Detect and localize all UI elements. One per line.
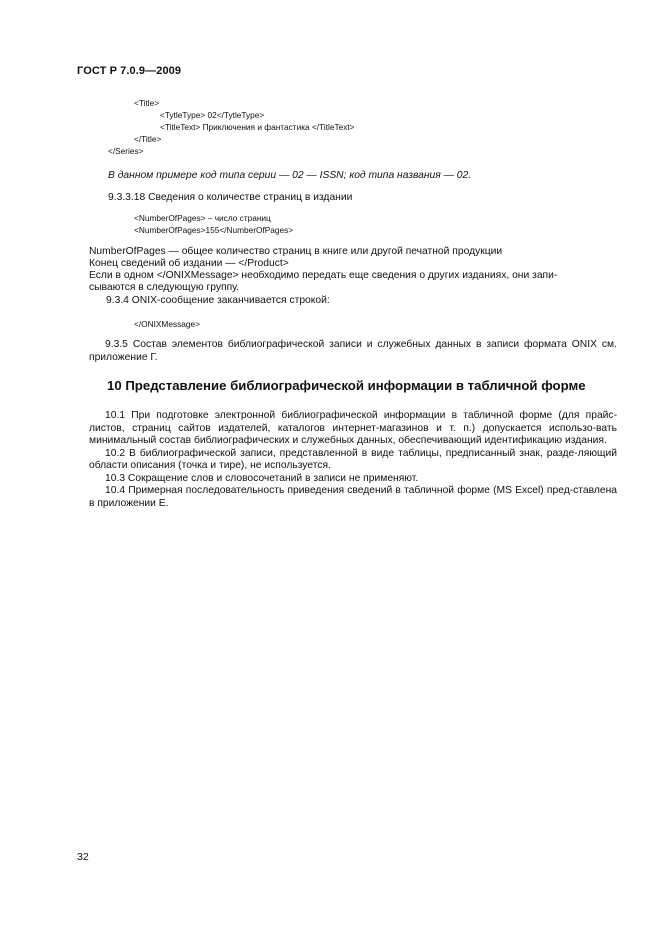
section-10-body bbox=[89, 410, 617, 510]
numberofpages-explanation: NumberOfPages — общее количество страниц в книге или другой печатной продукции bbox=[89, 246, 503, 257]
paragraph-10-2: 10.2 В библиографической записи, представленной в виде таблицы, предписанный знак, разде-ляющий области описания (точка и тире), не используется. bbox=[89, 447, 617, 471]
item-9-3-4: 9.3.4 ONIX-сообщение заканчивается строкой: bbox=[106, 295, 330, 306]
code-line-tytletype: <TytleType> 02</TytleType> bbox=[160, 110, 265, 120]
paragraph-10-1: 10.1 При подготовке электронной библиографической информации в табличной форме (для прайс-листов, страниц сайтов издателей, каталогов интернет-магазинов и т. п.) допускается использо-вать минимальный состав библиографических и служебных данных, обеспечивающий идентификацию издания. bbox=[89, 410, 617, 446]
product-end-note: Конец сведений об издании — </Product> bbox=[89, 258, 289, 269]
paragraph-10-3: 10.3 Сокращение слов и словосочетаний в записи не применяют. bbox=[105, 472, 419, 484]
onix-multiple-note-line-1: Если в одном </ONIXMessage> необходимо передать еще сведения о других изданиях, они запи- bbox=[89, 270, 558, 281]
section-10-heading: 10 Представление библиографической информации в табличной форме bbox=[107, 378, 586, 393]
code-line-onixmessage-close: </ONIXMessage> bbox=[134, 319, 200, 329]
item-9-3-5 bbox=[89, 339, 617, 364]
page-number: 32 bbox=[77, 851, 89, 863]
paragraph-10-4: 10.4 Примерная последовательность приведения сведений в табличной форме (MS Excel) пред-ставлена в приложении Е. bbox=[89, 485, 617, 509]
code-line-numberofpages-value: <NumberOfPages>155</NumberOfPages> bbox=[134, 225, 294, 235]
code-line-title-open: <Title> bbox=[134, 98, 160, 108]
item-9-3-5-text: 9.3.5 Состав элементов библиографической записи и служебных данных в записи формата ONIX см. приложение Г. bbox=[89, 339, 617, 363]
code-line-series-close: </Series> bbox=[108, 146, 144, 156]
code-line-titletext: <TitleText> Приключения и фантастика </TitleText> bbox=[160, 122, 355, 132]
item-9-3-3-18: 9.3.3.18 Сведения о количестве страниц в издании bbox=[108, 192, 353, 203]
page-header-standard-title: ГОСТ Р 7.0.9—2009 bbox=[77, 65, 182, 77]
onix-multiple-note-line-2: сываются в следующую группу. bbox=[89, 282, 240, 293]
code-line-title-close: </Title> bbox=[134, 134, 162, 144]
code-line-numberofpages-desc: <NumberOfPages> – число страниц bbox=[134, 213, 271, 223]
example-note: В данном примере код типа серии — 02 — ISSN; код типа названия — 02. bbox=[108, 170, 472, 181]
